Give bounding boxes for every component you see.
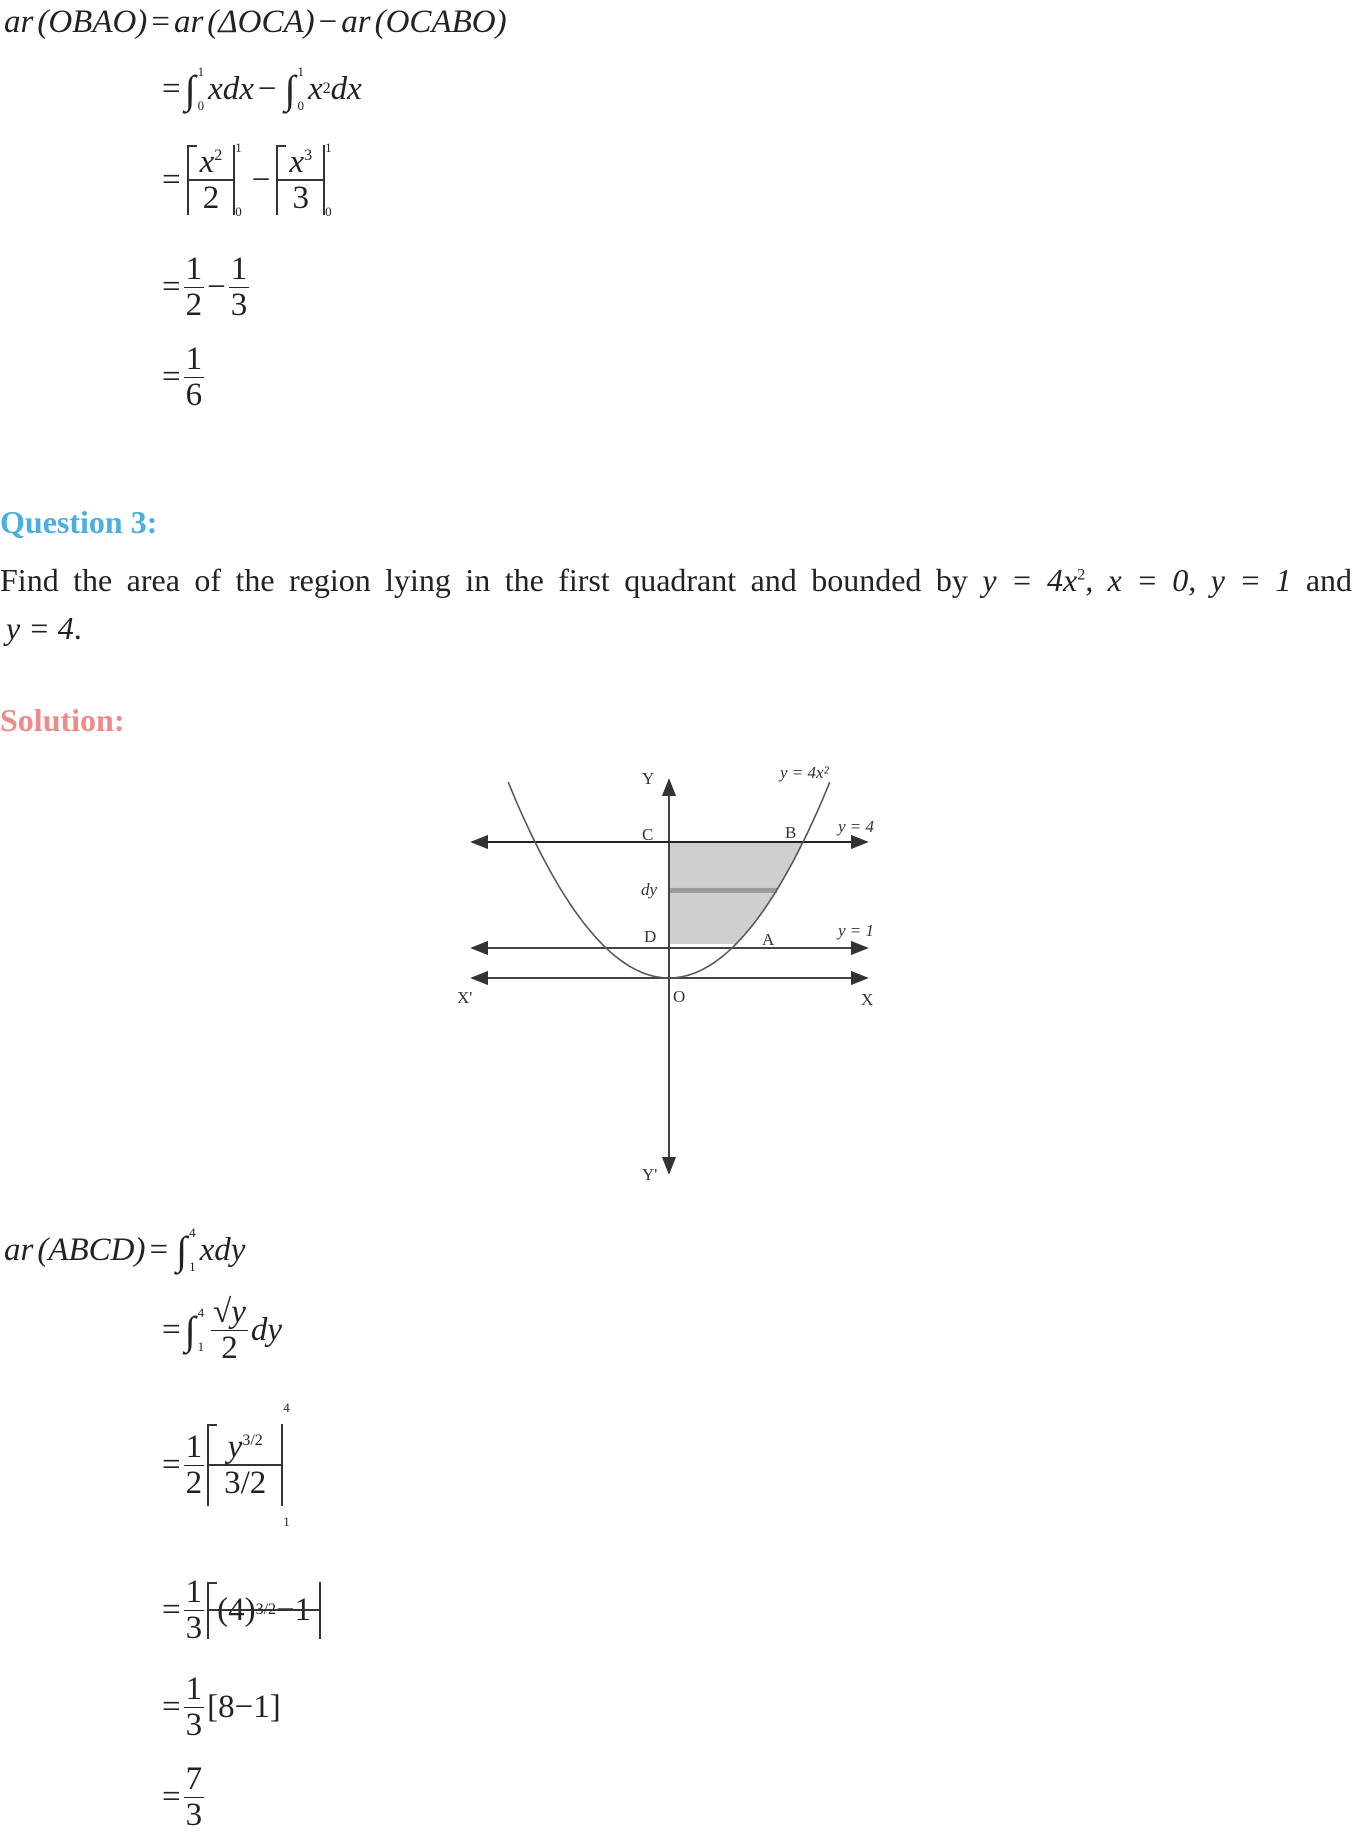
eq-sign: = <box>162 70 181 107</box>
fraction <box>184 1430 205 1500</box>
numerator: x <box>289 143 305 180</box>
label-d: D <box>644 927 657 946</box>
denominator: 3 <box>292 179 309 216</box>
eq-sign: = <box>162 268 181 305</box>
solution-heading: Solution: <box>0 702 125 738</box>
numerator: 1 <box>185 1671 203 1707</box>
eq-term: (ABCD) <box>37 1231 146 1268</box>
eq-sign: = <box>162 1591 181 1628</box>
denominator: 3 <box>185 1706 203 1743</box>
label-y-4: y = 4 <box>838 817 875 836</box>
equation-substitute <box>162 1575 321 1645</box>
fraction <box>184 1762 205 1832</box>
exponent: 3/2 <box>242 1431 263 1449</box>
denominator: 3 <box>185 1609 203 1646</box>
eq-sign: − <box>251 161 271 198</box>
period: . <box>73 610 82 646</box>
eq-term: (ΔOCA) <box>207 4 315 40</box>
eq-sign: = <box>162 358 181 395</box>
numerator: 1 <box>185 341 203 377</box>
equation-final <box>162 1762 207 1832</box>
eq-sign: = <box>162 1688 181 1725</box>
equation-sqrt-integral <box>162 1295 282 1365</box>
equation-antiderivative <box>162 140 336 220</box>
eq-term: ar <box>4 1231 34 1268</box>
eq-sign: − <box>257 70 277 107</box>
fraction <box>184 1672 205 1742</box>
lower-limit: 0 <box>297 98 304 113</box>
exponent: 2 <box>214 146 223 164</box>
question-body: and <box>1305 562 1352 598</box>
denominator: 2 <box>185 286 203 323</box>
numerator: 7 <box>185 1761 203 1797</box>
integrand: xdx <box>208 70 254 107</box>
lower-limit: 0 <box>235 204 242 219</box>
numerator: 1 <box>185 1428 203 1465</box>
eq-sign: = <box>149 1231 169 1268</box>
equation-integral <box>162 64 362 114</box>
lower-limit: 1 <box>189 1259 196 1274</box>
label-c: C <box>642 825 654 844</box>
label-a: A <box>762 930 775 949</box>
integral-sign: ∫ <box>284 66 296 112</box>
denominator: 3 <box>185 1796 203 1833</box>
eq-term: (OBAO) <box>37 4 148 40</box>
bracket-limits <box>325 140 332 220</box>
eq-term: −1 <box>276 1591 312 1628</box>
eq-sign: = <box>162 161 181 198</box>
upper-limit: 4 <box>189 1225 196 1240</box>
label-origin: O <box>673 987 686 1006</box>
integrand: xdy <box>199 1231 246 1268</box>
fraction <box>198 145 225 215</box>
question-text-line2 <box>6 610 82 647</box>
question-body: Find the area of the region lying in the first quadrant and bounded by <box>0 562 968 598</box>
dy-strip <box>669 888 777 893</box>
numerator: y <box>227 1428 243 1465</box>
denominator: 2 <box>221 1329 238 1366</box>
upper-limit: 1 <box>197 64 205 79</box>
exponent: 3 <box>304 146 313 164</box>
label-y-axis: Y <box>642 769 655 788</box>
integrand: dy <box>250 1311 283 1348</box>
question-heading: Question 3: <box>0 504 158 540</box>
eq-term: ar <box>341 4 371 40</box>
denominator: 6 <box>185 376 203 413</box>
fraction <box>184 342 205 412</box>
integrand: dx <box>330 70 362 107</box>
fraction <box>287 145 314 215</box>
bracket <box>207 1424 283 1506</box>
upper-limit: 4 <box>283 1400 290 1415</box>
bracket <box>207 1582 321 1639</box>
denominator: 2 <box>202 179 220 216</box>
bracket-limits <box>283 1400 290 1530</box>
integral-limits <box>297 64 304 114</box>
eq-sign: − <box>318 4 338 40</box>
numerator: x <box>199 143 215 180</box>
question-text <box>0 560 1352 602</box>
eq-term: ar <box>173 4 204 40</box>
eq-sign: = <box>151 4 170 40</box>
label-curve: y = 4x² <box>780 763 829 782</box>
lower-limit: 1 <box>283 1514 290 1529</box>
eq-term: [8−1] <box>207 1688 281 1725</box>
label-y-1: y = 1 <box>838 921 875 940</box>
label-y-neg: Y' <box>642 1165 658 1184</box>
integral-sign: ∫ <box>184 1307 196 1353</box>
fraction <box>222 1430 268 1500</box>
label-b: B <box>785 823 797 842</box>
parabola-diagram <box>440 740 920 1200</box>
fraction <box>229 252 250 322</box>
integral-limits <box>198 1305 205 1355</box>
numerator: 1 <box>185 251 203 287</box>
shaded-region <box>669 842 803 944</box>
exponent: 2 <box>1077 566 1086 584</box>
upper-limit: 1 <box>325 140 332 155</box>
equation-result <box>162 342 207 412</box>
equation-obao <box>4 4 507 41</box>
fraction <box>184 1575 205 1645</box>
math: y = 4 <box>6 610 74 646</box>
eq-term: (OCABO) <box>374 4 507 40</box>
integral-sign: ∫ <box>184 66 196 112</box>
numerator: 1 <box>185 1574 203 1610</box>
equation-difference <box>162 252 252 322</box>
lower-limit: 0 <box>325 204 332 219</box>
eq-sign: = <box>162 1311 181 1348</box>
label-x-neg: X' <box>457 988 473 1007</box>
denominator: 3 <box>230 286 248 323</box>
equation-evaluate <box>162 1672 281 1742</box>
label-dy: dy <box>641 880 658 899</box>
bracket-limits <box>235 140 242 220</box>
integral-limits <box>189 1225 196 1275</box>
lower-limit: 0 <box>197 98 205 113</box>
integrand: x <box>307 70 323 107</box>
fraction <box>184 252 205 322</box>
denominator: 3/2 <box>224 1464 267 1501</box>
exponent: 3/2 <box>255 1601 277 1619</box>
integral-limits <box>198 64 205 114</box>
bracket <box>187 145 236 215</box>
eq-sign: − <box>207 268 226 305</box>
bracket <box>276 145 325 215</box>
base: (4) <box>217 1591 256 1628</box>
numerator: 1 <box>230 251 248 287</box>
upper-limit: 4 <box>197 1305 205 1321</box>
exponent: 2 <box>322 80 331 97</box>
numerator: √y <box>213 1294 246 1330</box>
eq-term: ar <box>4 4 34 40</box>
math: , x = 0, y = 1 <box>1085 562 1292 598</box>
equation-power-rule <box>162 1400 294 1530</box>
denominator: 2 <box>185 1464 203 1501</box>
label-x-axis: X <box>861 990 874 1009</box>
eq-sign: = <box>162 1446 181 1483</box>
eq-sign: = <box>162 1778 181 1815</box>
fraction <box>211 1295 248 1365</box>
integral-sign: ∫ <box>176 1227 188 1273</box>
equation-abcd <box>4 1225 245 1275</box>
lower-limit: 1 <box>197 1339 205 1355</box>
upper-limit: 1 <box>235 140 242 155</box>
math: y = 4x <box>982 562 1078 598</box>
upper-limit: 1 <box>297 64 304 79</box>
